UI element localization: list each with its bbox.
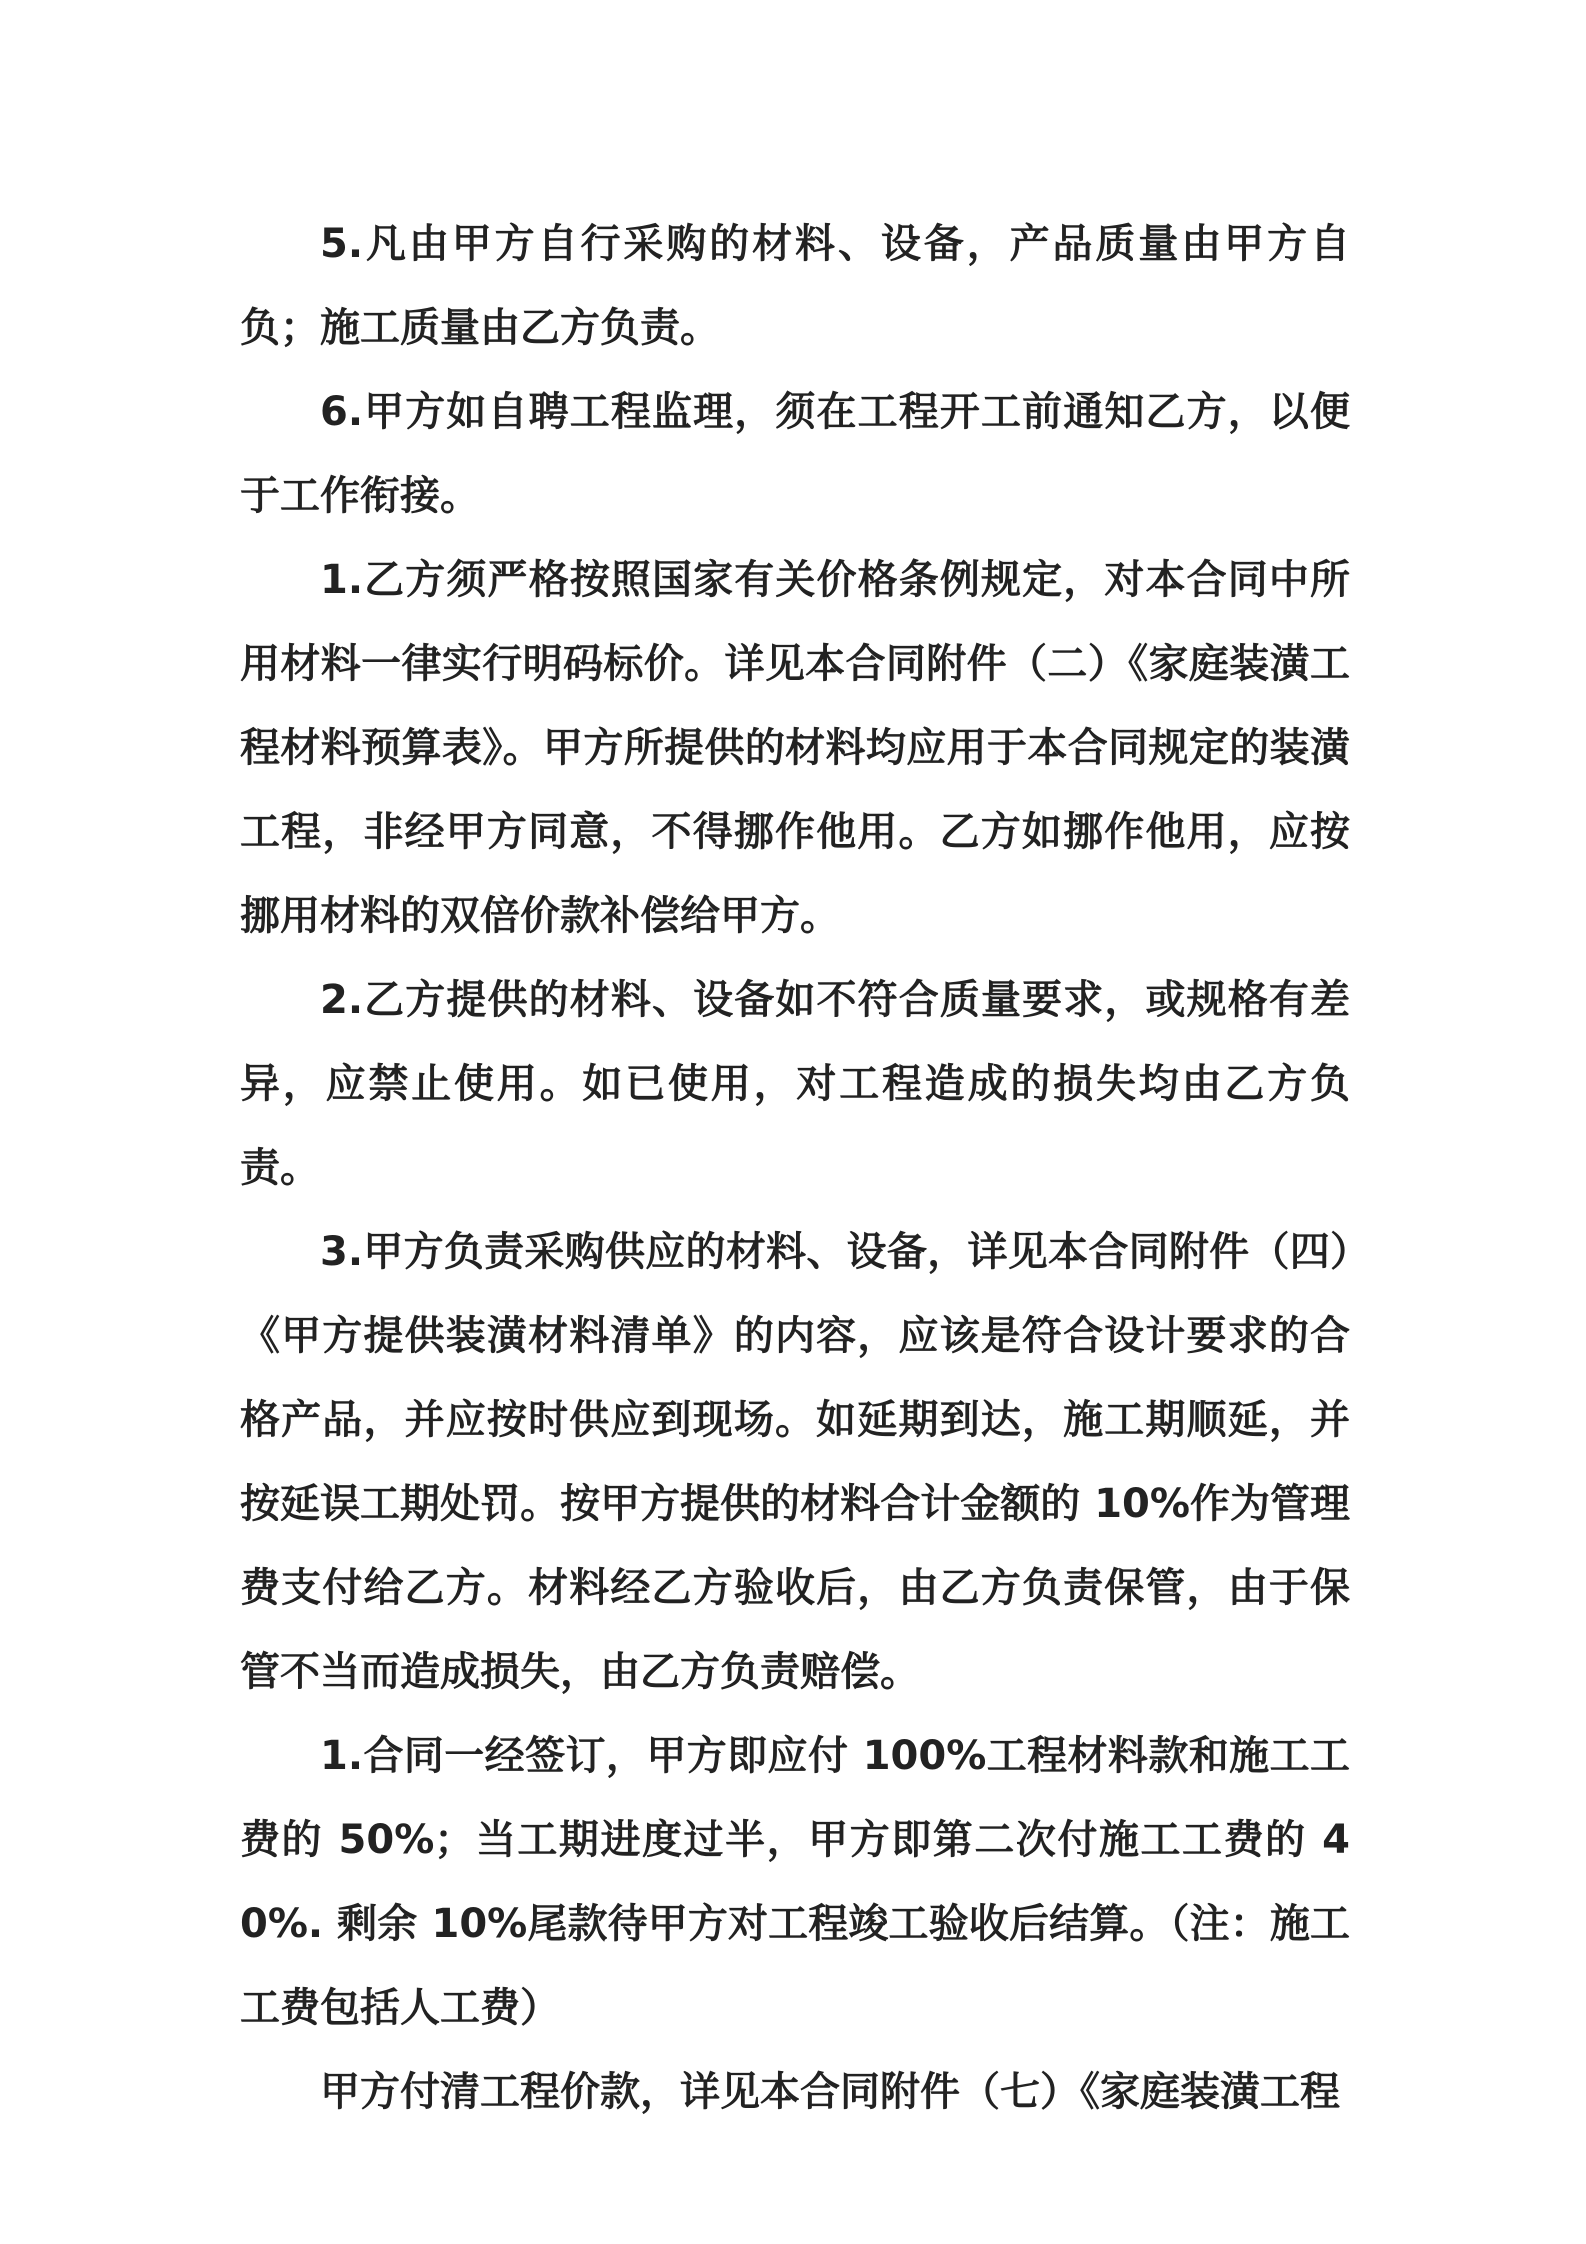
paragraph-payment-schedule: 1.合同一经签订，甲方即应付 100%工程材料款和施工工费的 50%；当工期进度过半，甲方即第二次付施工工费的 40%. 剩余 10%尾款待甲方对工程竣工验收后结算。（注：施工工费包括人工费） bbox=[240, 1733, 1350, 2031]
paragraph-material-quality: 5.凡由甲方自行采购的材料、设备，产品质量由甲方自负；施工质量由乙方负责。 bbox=[240, 221, 1350, 351]
paragraph-party-a-supply: 3.甲方负责采购供应的材料、设备，详见本合同附件（四）《甲方提供装潢材料清单》的内容，应该是符合设计要求的合格产品，并应按时供应到现场。如延期到达，施工期顺延，并按延误工期处罚。按甲方提供的材料合计金额的 10%作为管理费支付给乙方。材料经乙方验收后，由乙方负责保管，由于保管不当而造成损失，由乙方负责赔偿。 bbox=[240, 1229, 1350, 1695]
paragraph-supervision: 6.甲方如自聘工程监理，须在工程开工前通知乙方，以便于工作衔接。 bbox=[240, 389, 1350, 519]
paragraph-material-pricing: 1.乙方须严格按照国家有关价格条例规定，对本合同中所用材料一律实行明码标价。详见本合同附件（二）《家庭装潢工程材料预算表》。甲方所提供的材料均应用于本合同规定的装潢工程，非经甲方同意，不得挪作他用。乙方如挪作他用，应按挪用材料的双倍价款补偿给甲方。 bbox=[240, 557, 1350, 939]
paragraph-material-defects: 2.乙方提供的材料、设备如不符合质量要求，或规格有差异，应禁止使用。如已使用，对工程造成的损失均由乙方负责。 bbox=[240, 977, 1350, 1191]
paragraph-final-settlement: 甲方付清工程价款，详见本合同附件（七）《家庭装潢工程 bbox=[320, 2069, 1340, 2115]
document-body bbox=[240, 202, 1350, 2134]
